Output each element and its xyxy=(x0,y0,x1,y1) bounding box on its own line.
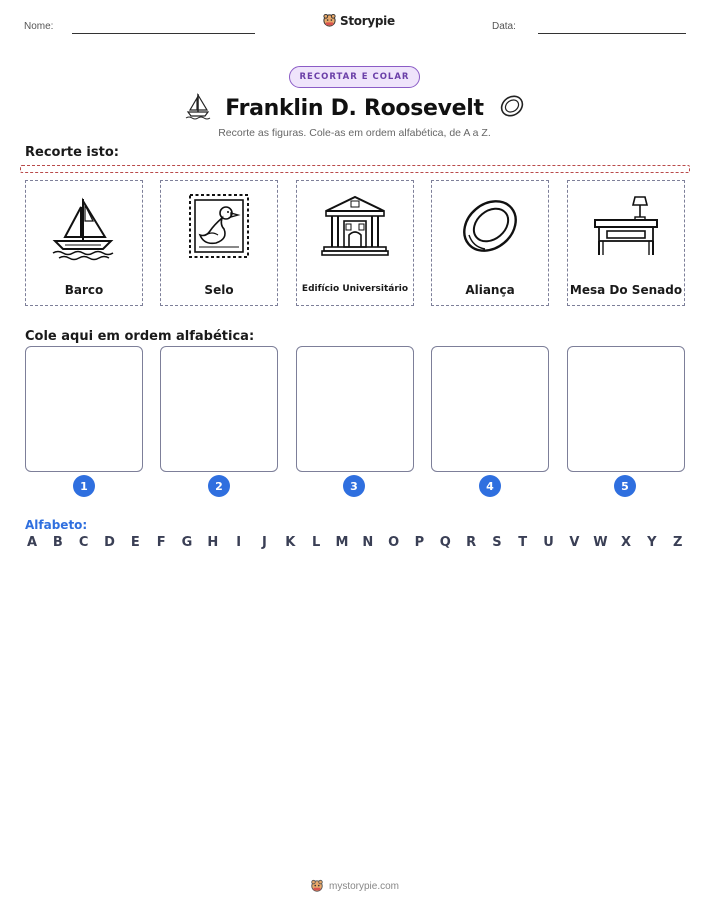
senate-desk-icon xyxy=(591,191,661,261)
sailboat-icon xyxy=(49,191,119,261)
cutout-label: Aliança xyxy=(465,283,515,297)
paste-slot[interactable] xyxy=(296,346,414,472)
alphabet-letter: D xyxy=(104,534,115,550)
cutout-card[interactable] xyxy=(296,180,414,306)
alphabet-letter: C xyxy=(78,534,89,550)
slot-number: 1 xyxy=(73,475,95,497)
university-building-icon xyxy=(320,191,390,261)
alphabet-letter: U xyxy=(543,534,554,550)
instructions: Recorte as figuras. Cole-as em ordem alfabética, de A a Z. xyxy=(218,127,491,139)
alphabet-letter: J xyxy=(262,534,267,550)
alphabet-letter: Q xyxy=(439,534,451,550)
alphabet-letter: Z xyxy=(672,534,683,550)
activity-badge: RECORTAR E COLAR xyxy=(289,66,420,88)
slot-number: 3 xyxy=(343,475,365,497)
alphabet-row xyxy=(25,533,685,551)
cutout-card[interactable] xyxy=(567,180,685,306)
alphabet-letter: V xyxy=(569,534,580,550)
paste-slot[interactable] xyxy=(25,346,143,472)
ring-icon xyxy=(455,191,525,261)
alphabet-letter: X xyxy=(621,534,632,550)
alphabet-letter: R xyxy=(466,534,477,550)
storypie-logo-icon xyxy=(310,879,324,893)
duck-stamp-icon xyxy=(184,191,254,261)
alphabet-letter: W xyxy=(593,534,608,550)
date-line[interactable] xyxy=(538,33,686,34)
cut-line xyxy=(20,165,690,173)
alphabet-letter: F xyxy=(156,534,166,550)
page-title: Franklin D. Roosevelt xyxy=(225,95,484,121)
cut-section-label: Recorte isto: xyxy=(25,145,119,160)
alphabet-letter: A xyxy=(26,534,38,550)
paste-slot[interactable] xyxy=(160,346,278,472)
alphabet-letter: I xyxy=(236,534,242,550)
slot-number: 4 xyxy=(479,475,501,497)
name-line[interactable] xyxy=(72,33,255,34)
name-label: Nome: xyxy=(24,21,54,32)
alphabet-label: Alfabeto: xyxy=(25,518,88,532)
paste-slot[interactable] xyxy=(431,346,549,472)
ring-small-icon xyxy=(497,92,527,120)
date-label: Data: xyxy=(492,21,516,32)
footer-link[interactable]: mystorypie.com xyxy=(328,880,399,892)
alphabet-letter: P xyxy=(414,534,425,550)
slot-number: 5 xyxy=(614,475,636,497)
alphabet-letter: E xyxy=(130,534,140,550)
alphabet-letter: G xyxy=(181,534,193,550)
alphabet-letter: K xyxy=(285,534,296,550)
cutout-label: Mesa Do Senado xyxy=(569,283,683,297)
alphabet-letter: S xyxy=(492,534,502,550)
alphabet-letter: H xyxy=(207,534,219,550)
paste-section-label: Cole aqui em ordem alfabética: xyxy=(25,329,255,344)
storypie-brand xyxy=(322,13,395,28)
cutout-label: Barco xyxy=(64,283,104,297)
cutout-card[interactable] xyxy=(25,180,143,306)
footer xyxy=(0,879,709,893)
storypie-logo-icon xyxy=(322,13,337,28)
alphabet-letter: Y xyxy=(647,534,657,550)
alphabet-letter: N xyxy=(362,534,374,550)
cutout-card[interactable] xyxy=(431,180,549,306)
cutout-label: Selo xyxy=(204,283,234,297)
alphabet-letter: O xyxy=(388,534,400,550)
cutout-card[interactable] xyxy=(160,180,278,306)
alphabet-letter: M xyxy=(335,534,349,550)
paste-slot[interactable] xyxy=(567,346,685,472)
cutout-label: Edifício Universitário xyxy=(301,284,409,294)
alphabet-letter: L xyxy=(311,534,321,550)
slot-number: 2 xyxy=(208,475,230,497)
alphabet-letter: B xyxy=(52,534,63,550)
brand-name: Storypie xyxy=(340,13,395,28)
alphabet-letter: T xyxy=(518,534,528,550)
